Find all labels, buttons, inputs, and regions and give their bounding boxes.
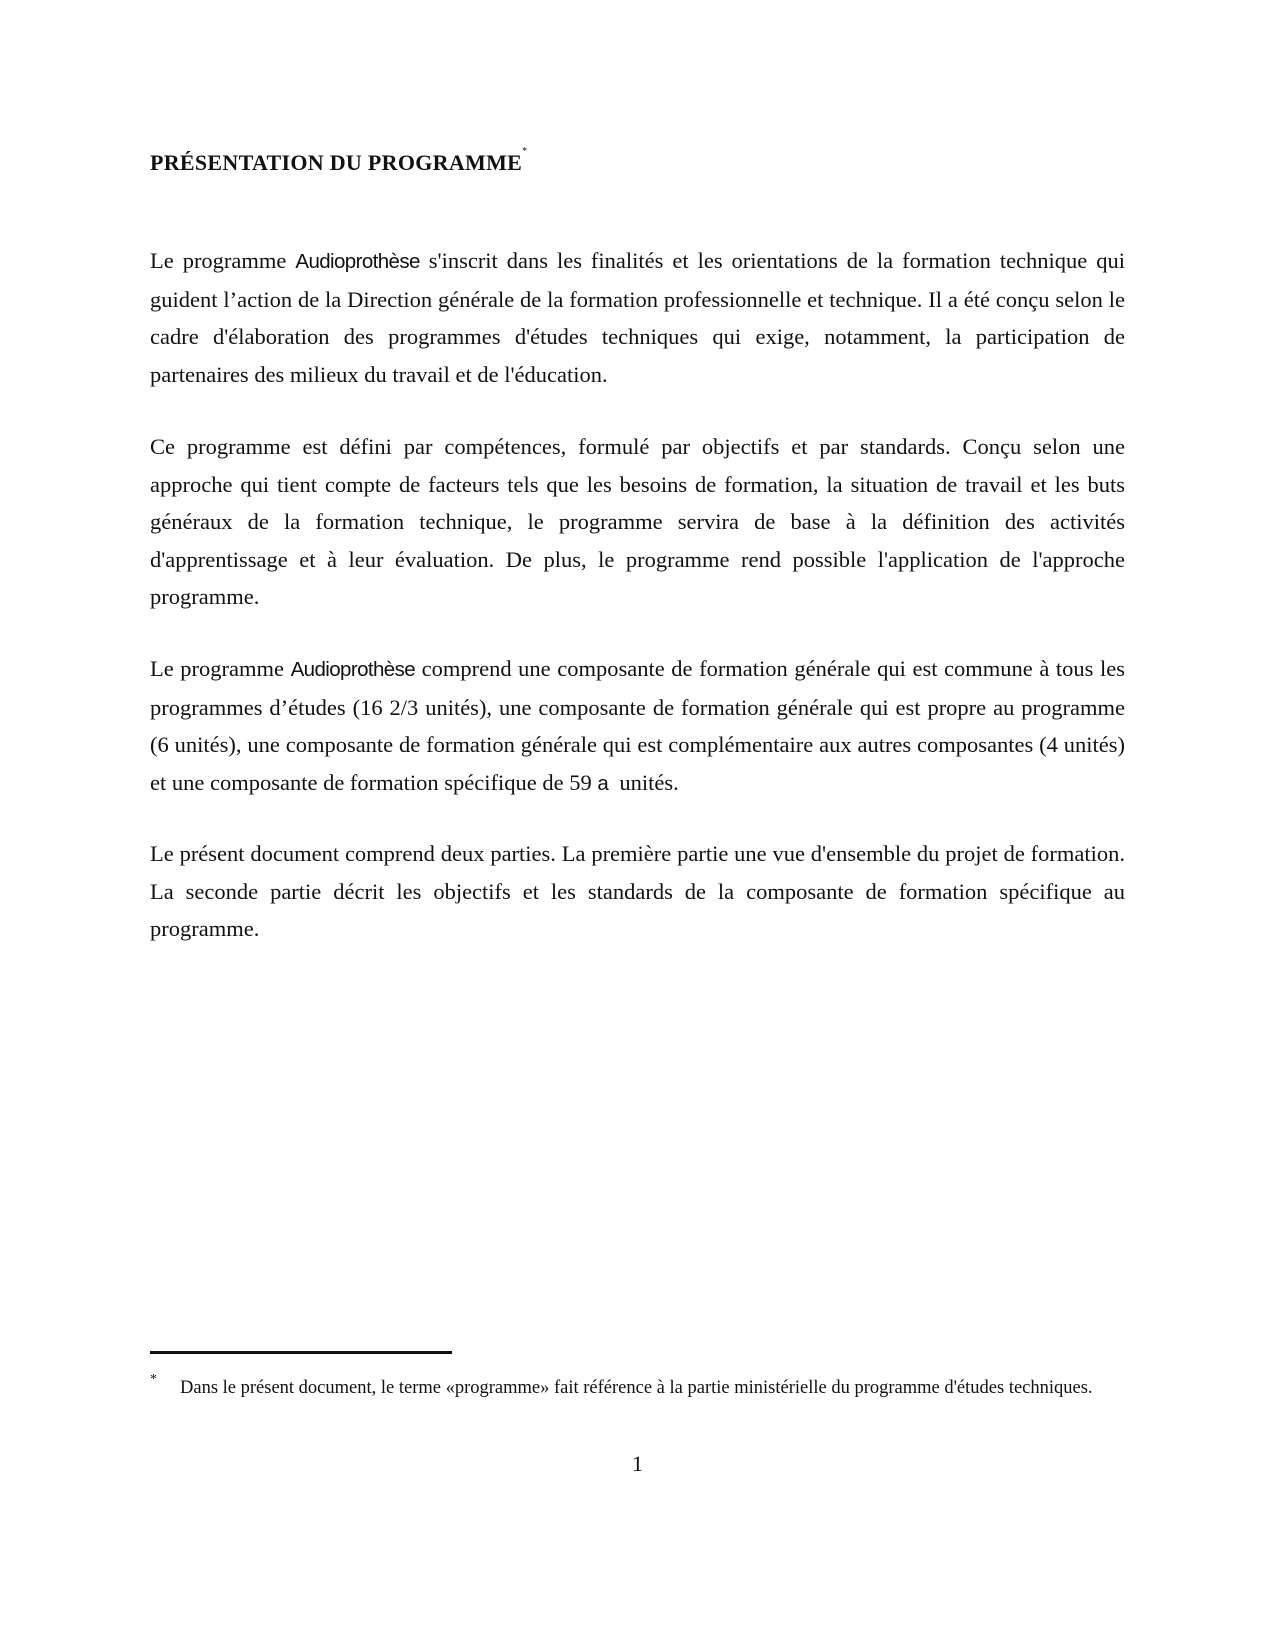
footnote-marker: * — [150, 1372, 157, 1387]
paragraph-components-text: comprend une composante de formation générale qui est commune à tous les programmes d’études (16 2/3 unités), une composante de formation générale qui est propre au programme (6 unités), une composante de formation générale qui est complémentaire aux autres composantes (4 unités) et une composante de formation spécifique de 59 — [150, 656, 1125, 795]
section-title — [150, 146, 528, 176]
paragraph-components-lead: Le programme — [150, 656, 291, 681]
page-number: 1 — [632, 1451, 643, 1476]
paragraph-components-tail: unités. — [608, 769, 679, 795]
footnote-divider — [150, 1351, 452, 1354]
paragraph-intro-text: s'inscrit dans les finalités et les orientations de la formation technique qui guident l’action de la Direction générale de la formation professionnelle et technique. Il a été conçu selon le cadre d'élaboration des programmes d'études techniques qui exige, notamment, la participation de partenaires des milieux du travail et de l'éducation. — [150, 248, 1125, 387]
paragraph-document-parts-text: Le présent document comprend deux parties. La première partie une vue d'ensemble du projet de formation. La seconde partie décrit les objectifs et les standards de la composante de formation spécifique au programme. — [150, 841, 1125, 941]
paragraph-intro-lead: Le programme — [150, 248, 296, 273]
fraction-glyph: a — [597, 771, 609, 795]
paragraph-competencies — [150, 428, 1125, 616]
section-title-text: PRÉSENTATION DU PROGRAMME — [150, 150, 523, 175]
paragraph-components — [150, 650, 1125, 802]
paragraph-intro — [150, 242, 1125, 393]
program-name: Audioprothèse — [290, 658, 416, 681]
program-name: Audioprothèse — [295, 250, 420, 273]
paragraph-competencies-text: Ce programme est défini par compétences, formulé par objectifs et par standards. Conçu selon une approche qui tient compte de facteurs tels que les besoins de formation, la situation de travail et les buts généraux de la formation technique, le programme servira de base à la définition des activités d'apprentissage et à leur évaluation. De plus, le programme rend possible l'application de l'approche programme. — [150, 434, 1125, 609]
title-footnote-marker: * — [522, 146, 528, 157]
paragraph-document-parts — [150, 835, 1125, 948]
footnote-text: Dans le présent document, le terme «programme» fait référence à la partie ministérielle du programme d'études techniques. — [180, 1378, 1093, 1398]
